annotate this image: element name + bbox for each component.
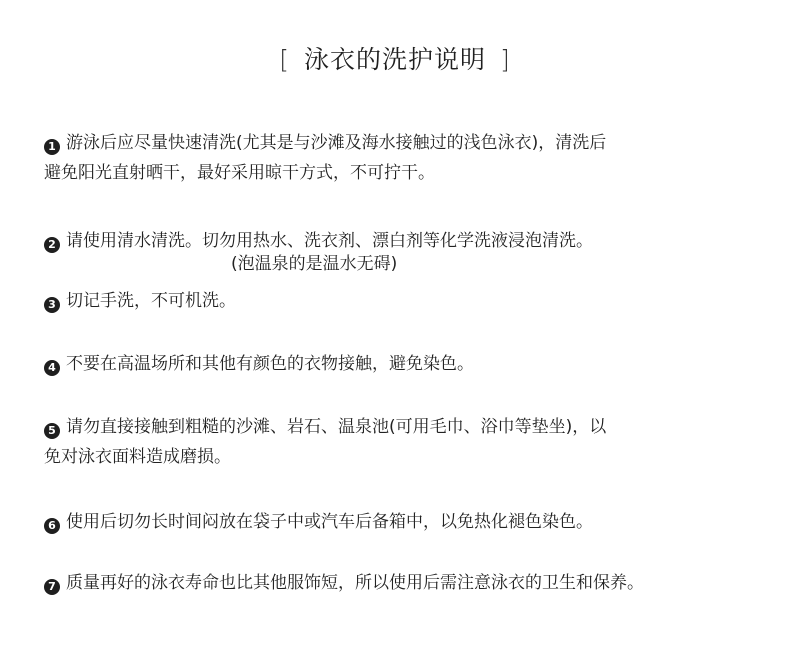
care-item-5 xyxy=(44,412,764,472)
number-6-icon: 6 xyxy=(44,518,60,534)
care-item-2-note: (泡温泉的是温水无碍) xyxy=(231,254,398,274)
care-item-5-line1: 请勿直接接触到粗糙的沙滩、岩石、温泉池(可用毛巾、浴巾等垫坐)，以 xyxy=(66,417,607,437)
care-item-1-line2: 避免阳光直射晒干，最好采用晾干方式，不可拧干。 xyxy=(44,163,435,183)
care-item-2-line1: 请使用清水清洗。切勿用热水、洗衣剂、漂白剂等化学洗液浸泡清洗。 xyxy=(66,231,593,251)
care-item-6 xyxy=(44,507,764,537)
care-item-3 xyxy=(44,286,764,316)
number-3-icon: 3 xyxy=(44,297,60,313)
title-text: 泳衣的洗护说明 xyxy=(303,45,486,74)
title-close-bracket: ] xyxy=(500,45,511,74)
care-item-7-line1: 质量再好的泳衣寿命也比其他服饰短，所以使用后需注意泳衣的卫生和保养。 xyxy=(66,573,644,593)
number-2-icon: 2 xyxy=(44,237,60,253)
care-item-4 xyxy=(44,349,764,379)
number-1-icon: 1 xyxy=(44,139,60,155)
number-5-icon: 5 xyxy=(44,423,60,439)
number-7-icon: 7 xyxy=(44,579,60,595)
care-item-1-line1: 游泳后应尽量快速清洗(尤其是与沙滩及海水接触过的浅色泳衣)，清洗后 xyxy=(66,133,607,153)
care-item-6-line1: 使用后切勿长时间闷放在袋子中或汽车后备箱中，以免热化褪色染色。 xyxy=(66,512,593,532)
care-item-3-line1: 切记手洗，不可机洗。 xyxy=(66,291,236,311)
care-item-7 xyxy=(44,568,764,598)
care-item-5-line2: 免对泳衣面料造成磨损。 xyxy=(44,447,231,467)
care-item-4-line1: 不要在高温场所和其他有颜色的衣物接触，避免染色。 xyxy=(66,354,474,374)
care-item-1 xyxy=(44,128,764,188)
number-4-icon: 4 xyxy=(44,360,60,376)
title-open-bracket: [ xyxy=(279,45,290,74)
care-item-2 xyxy=(44,226,764,276)
page-title xyxy=(0,40,790,76)
